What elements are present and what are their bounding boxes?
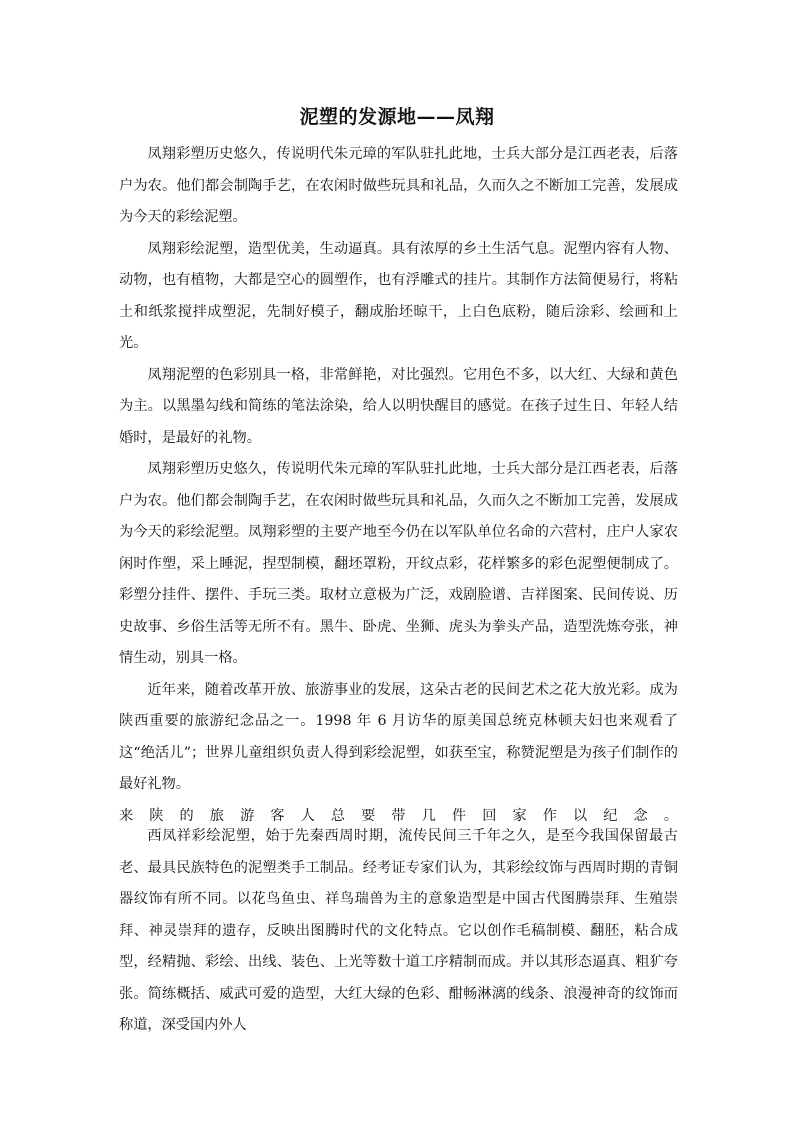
paragraph-history: 凤翔彩塑历史悠久，传说明代朱元璋的军队驻扎此地，士兵大部分是江西老表，后落户为农。他们都会制陶手艺，在农闲时做些玩具和礼品，久而久之不断加工完善，发展成为今天的彩绘泥塑。 xyxy=(119,146,678,225)
spread-closing-line: 来陕的旅游客人总要带几件回家作以纪念。 xyxy=(119,807,678,824)
article-body xyxy=(119,139,678,832)
paragraph-xifengxiang: 西凤祥彩绘泥塑，始于先秦西周时期，流传民间三千年之久，是至今我国保留最古老、最具民族特色的泥塑类手工制品。经考证专家们认为，其彩绘纹饰与西周时期的青铜器纹饰有所不同。以花鸟鱼虫、祥鸟瑞兽为主的意象造型是中国古代图腾崇拜、生殖崇拜、神灵崇拜的遗存，反映出图腾时代的文化特点。它以创作毛稿制模、翻胚，粘合成型，经精抛、彩绘、出线、装色、上光等数十道工序精制而成。并以其形态逼真、粗犷夸张。简练概括、威武可爱的造型，大红大绿的色彩、酣畅淋漓的线条、浪漫神奇的纹饰而称道，深受国内外人 xyxy=(119,828,678,1033)
paragraph-features: 凤翔彩绘泥塑，造型优美，生动逼真。具有浓厚的乡土生活气息。泥塑内容有人物、动物，也有植物，大都是空心的圆塑作，也有浮雕式的挂片。其制作方法简便易行，将粘土和纸浆搅拌成塑泥，先制好模子，翻成胎坯晾干，上白色底粉，随后涂彩、绘画和上光。 xyxy=(119,240,678,351)
paragraph-history-extended: 凤翔彩塑历史悠久，传说明代朱元璋的军队驻扎此地，士兵大部分是江西老表，后落户为农。他们都会制陶手艺，在农闲时做些玩具和礼品，久而久之不断加工完善，发展成为今天的彩绘泥塑。凤翔彩塑的主要产地至今仍在以军队单位名命的六营村，庄户人家农闲时作塑，采上睡泥，捏型制模，翻坯罩粉，开纹点彩，花样繁多的彩色泥塑便制成了。彩塑分挂件、摆件、手玩三类。取材立意极为广泛，戏剧脸谱、吉祥图案、民间传说、历史故事、乡俗生活等无所不有。黑牛、卧虎、坐狮、虎头为拳头产品，造型洗炼夸张，神情生动，别具一格。 xyxy=(119,461,678,666)
paragraph-tourism: 近年来，随着改革开放、旅游事业的发展，这朵古老的民间艺术之花大放光彩。成为陕西重要的旅游纪念品之一。1998 年 6 月访华的原美国总统克林顿夫妇也来观看了这“绝活儿”；世界儿童组织负责人得到彩绘泥塑，如获至宝，称赞泥塑是为孩子们制作的最好礼物。 xyxy=(119,681,678,792)
paragraph-colors: 凤翔泥塑的色彩别具一格，非常鲜艳，对比强烈。它用色不多，以大红、大绿和黄色为主。以黑墨勾线和简练的笔法涂染，给人以明快醒目的感觉。在孩子过生日、年轻人结婚时，是最好的礼物。 xyxy=(119,366,678,446)
document-title: 泥塑的发源地——凤翔 xyxy=(299,106,495,128)
article-body-continued xyxy=(119,821,678,1042)
